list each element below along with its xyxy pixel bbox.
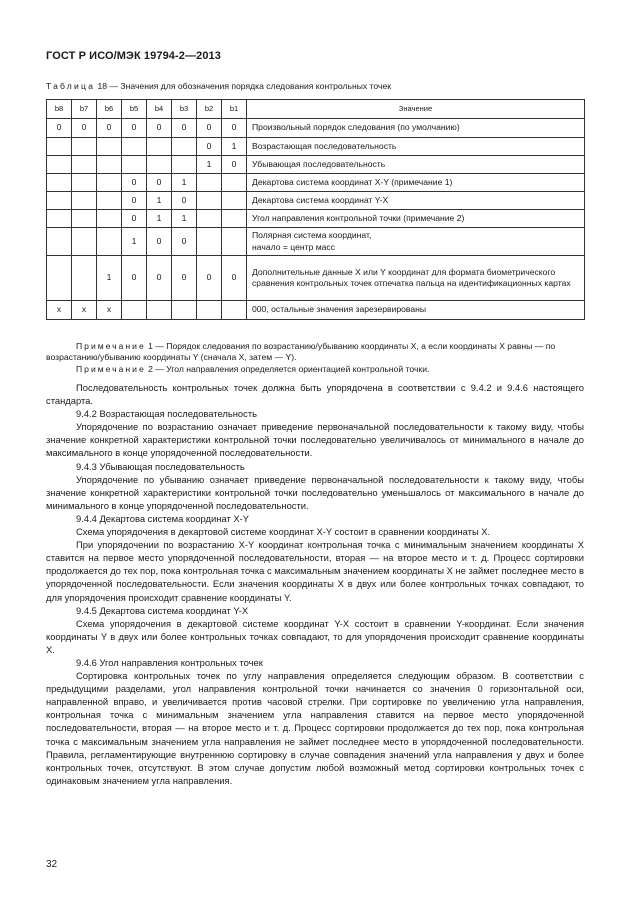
bit-cell: 1 (147, 192, 172, 210)
section-heading: 9.4.3 Убывающая последовательность (76, 460, 245, 472)
value-description-cell: Декартова система координат X-Y (примечание 1) (247, 174, 585, 192)
bit-cell: 1 (222, 138, 247, 156)
table-header-cell: b7 (72, 100, 97, 119)
table-row (47, 156, 585, 174)
table-header-cell: b2 (197, 100, 222, 119)
bit-cell: x (72, 301, 97, 320)
note-1 (46, 341, 584, 364)
bit-cell (72, 210, 97, 228)
bit-cell: 0 (197, 256, 222, 301)
table-row (47, 228, 585, 256)
bit-cell: 0 (97, 119, 122, 138)
table-row (47, 256, 585, 301)
bit-cell (97, 210, 122, 228)
bit-cell (222, 192, 247, 210)
bit-cell: 0 (122, 256, 147, 301)
bit-cell (97, 228, 122, 256)
bit-cell: 0 (72, 119, 97, 138)
note-label: Примечание (76, 341, 146, 351)
bit-cell: 1 (122, 228, 147, 256)
bit-cell (147, 138, 172, 156)
table-row (47, 138, 585, 156)
bit-cell (147, 301, 172, 320)
bit-cell: 0 (197, 119, 222, 138)
bit-cell: 0 (122, 119, 147, 138)
bit-cell: 0 (172, 192, 197, 210)
table-row (47, 301, 585, 320)
bit-cell (222, 174, 247, 192)
paragraph: Последовательность контрольных точек должна быть упорядочена в соответствии с 9.4.2 и 9.4.6 настоящего стандарта. (46, 382, 584, 407)
bit-cell (172, 301, 197, 320)
table-header-cell: b5 (122, 100, 147, 119)
bit-cell (197, 192, 222, 210)
value-description-cell: Декартова система координат Y-X (247, 192, 585, 210)
bit-cell: 0 (197, 138, 222, 156)
bit-cell: 0 (222, 119, 247, 138)
bit-cell (197, 228, 222, 256)
bit-cell (72, 174, 97, 192)
bit-cell (197, 174, 222, 192)
note-text: 1 — Порядок следования по возрастанию/убыванию координаты X, а если координаты X равны — по возрастанию/убыванию координаты Y (сначала X, затем — Y). (46, 341, 556, 363)
table-row (47, 192, 585, 210)
bit-cell (97, 138, 122, 156)
table-header-cell: b6 (97, 100, 122, 119)
bit-cell (72, 192, 97, 210)
paragraph: Упорядочение по убыванию означает приведение первоначальной последовательности к такому виду, чтобы значение конкретной характеристики контрольной точки последовательно уменьшалось от максимального в начале до минимального в конце упорядоченной последовательности. (46, 473, 584, 511)
body-text (46, 381, 584, 787)
bit-cell (222, 228, 247, 256)
value-description-cell: Полярная система координат, начало = центр масс (247, 228, 585, 256)
table-header-cell: b1 (222, 100, 247, 119)
bit-cell (72, 156, 97, 174)
table-header-cell: b8 (47, 100, 72, 119)
values-table (46, 99, 585, 320)
table-caption-word: Таблица (46, 81, 96, 91)
bit-cell (147, 156, 172, 174)
bit-cell: 0 (147, 256, 172, 301)
note-text: 2 — Угол направления определяется ориентацией контрольной точки. (148, 363, 430, 374)
value-description-cell: 000, остальные значения зарезервированы (247, 301, 585, 320)
table-header-cell: b3 (172, 100, 197, 119)
paragraph: При упорядочении по возрастанию X-Y координат контрольная точка с минимальным значением координаты X ставится на первое место упорядоченной последовательности, вторая — на второе место и т. д. Процесс сортировки продолжается до тех пор, пока контрольная точка с максимальным значением координаты X не займет последнее место в упорядоченной последовательности. Если значения координаты X в двух или более контрольных точках совпадают, то для упорядочения происходит сравнение координаты Y. (46, 539, 584, 603)
bit-cell (222, 210, 247, 228)
bit-cell: 0 (122, 210, 147, 228)
page-number: 32 (46, 859, 58, 870)
bit-cell: 0 (222, 256, 247, 301)
bit-cell (47, 256, 72, 301)
bit-cell (47, 228, 72, 256)
bit-cell: 0 (122, 174, 147, 192)
bit-cell (47, 138, 72, 156)
bit-cell: 0 (172, 256, 197, 301)
section-heading: 9.4.2 Возрастающая последовательность (76, 408, 257, 420)
bit-cell: 0 (147, 228, 172, 256)
bit-cell (197, 301, 222, 320)
bit-cell (172, 156, 197, 174)
bit-cell: 0 (122, 192, 147, 210)
bit-cell: x (97, 301, 122, 320)
section-heading: 9.4.6 Угол направления контрольных точек (76, 656, 263, 668)
table-row (47, 210, 585, 228)
bit-cell: 1 (147, 210, 172, 228)
bit-cell (72, 138, 97, 156)
bit-cell: 0 (172, 228, 197, 256)
bit-cell (47, 210, 72, 228)
bit-cell (97, 192, 122, 210)
value-description-cell: Возрастающая последовательность (247, 138, 585, 156)
value-description-cell: Угол направления контрольной точки (примечание 2) (247, 210, 585, 228)
table-header-cell: b4 (147, 100, 172, 119)
note-2 (46, 364, 584, 375)
bit-cell: 1 (172, 174, 197, 192)
table-caption (46, 81, 391, 91)
paragraph: Схема упорядочения в декартовой системе координат X-Y состоит в сравнении координаты X. (76, 526, 491, 538)
table-header-cell: Значение (247, 100, 585, 119)
bit-cell: 1 (97, 256, 122, 301)
table-caption-text: 18 — Значения для обозначения порядка следования контрольных точек (97, 81, 392, 91)
bit-cell: 0 (147, 174, 172, 192)
bit-cell (97, 156, 122, 174)
bit-cell: 0 (172, 119, 197, 138)
section-heading: 9.4.4 Декартова система координат X-Y (76, 512, 249, 524)
bit-cell (47, 174, 72, 192)
section-heading: 9.4.5 Декартова система координат Y-X (76, 604, 249, 616)
table-header-row (47, 100, 585, 119)
bit-cell (47, 156, 72, 174)
bit-cell (172, 138, 197, 156)
bit-cell (122, 156, 147, 174)
table-row (47, 174, 585, 192)
bit-cell: 0 (222, 156, 247, 174)
value-description-cell: Дополнительные данные X или Y координат для формата биометрического сравнения контрольных точек отпечатка пальца на идентификационных картах (247, 256, 585, 301)
bit-cell (47, 192, 72, 210)
bit-cell (197, 210, 222, 228)
bit-cell: 0 (147, 119, 172, 138)
document-header: ГОСТ Р ИСО/МЭК 19794-2—2013 (46, 50, 221, 62)
bit-cell: 1 (197, 156, 222, 174)
bit-cell (72, 256, 97, 301)
paragraph: Сортировка контрольных точек по углу направления определяется следующим образом. В соответствии с предыдущими разделами, угол направления контрольной точки начинается со значения 0 горизонтальной оси, направленной вправо, и увеличивается против часовой стрелки. При сортировке по увеличению угла направления, контрольная точка с минимальным значением угла направления ставится на первое место упорядоченной последовательности, вторая — на второе место и т. д. Процесс сортировки продолжается до тех пор, пока контрольная точка с максимальным значением угла направления не займет последнее место в упорядоченной последовательности. Правила, регламентирующие внутреннюю сортировку в случае совпадения значений угла направления у двух и более контрольных точек, отсутствуют. В этом случае допустим любой возможный метод сортировки контрольных точек с одинаковым значением угла направления. (46, 670, 584, 786)
bit-cell: x (47, 301, 72, 320)
bit-cell: 0 (47, 119, 72, 138)
paragraph: Упорядочение по возрастанию означает приведение первоначальной последовательности к такому виду, чтобы значение конкретной характеристики контрольной точки последовательно увеличивалось от минимального в начале до максимального в конце упорядоченной последовательности. (46, 421, 584, 459)
table-row (47, 119, 585, 138)
paragraph: Схема упорядочения в декартовой системе координат Y-X состоит в сравнении Y-координат. Если значения координаты Y в двух или более контрольных точках совпадают, то для упорядочения происходит сравнение координаты X. (46, 617, 584, 655)
value-description-cell: Произвольный порядок следования (по умолчанию) (247, 119, 585, 138)
notes-block (46, 341, 584, 375)
bit-cell (72, 228, 97, 256)
bit-cell (222, 301, 247, 320)
bit-cell: 1 (172, 210, 197, 228)
value-description-cell: Убывающая последовательность (247, 156, 585, 174)
bit-cell (97, 174, 122, 192)
bit-cell (122, 138, 147, 156)
note-label: Примечание (76, 363, 146, 374)
bit-cell (122, 301, 147, 320)
